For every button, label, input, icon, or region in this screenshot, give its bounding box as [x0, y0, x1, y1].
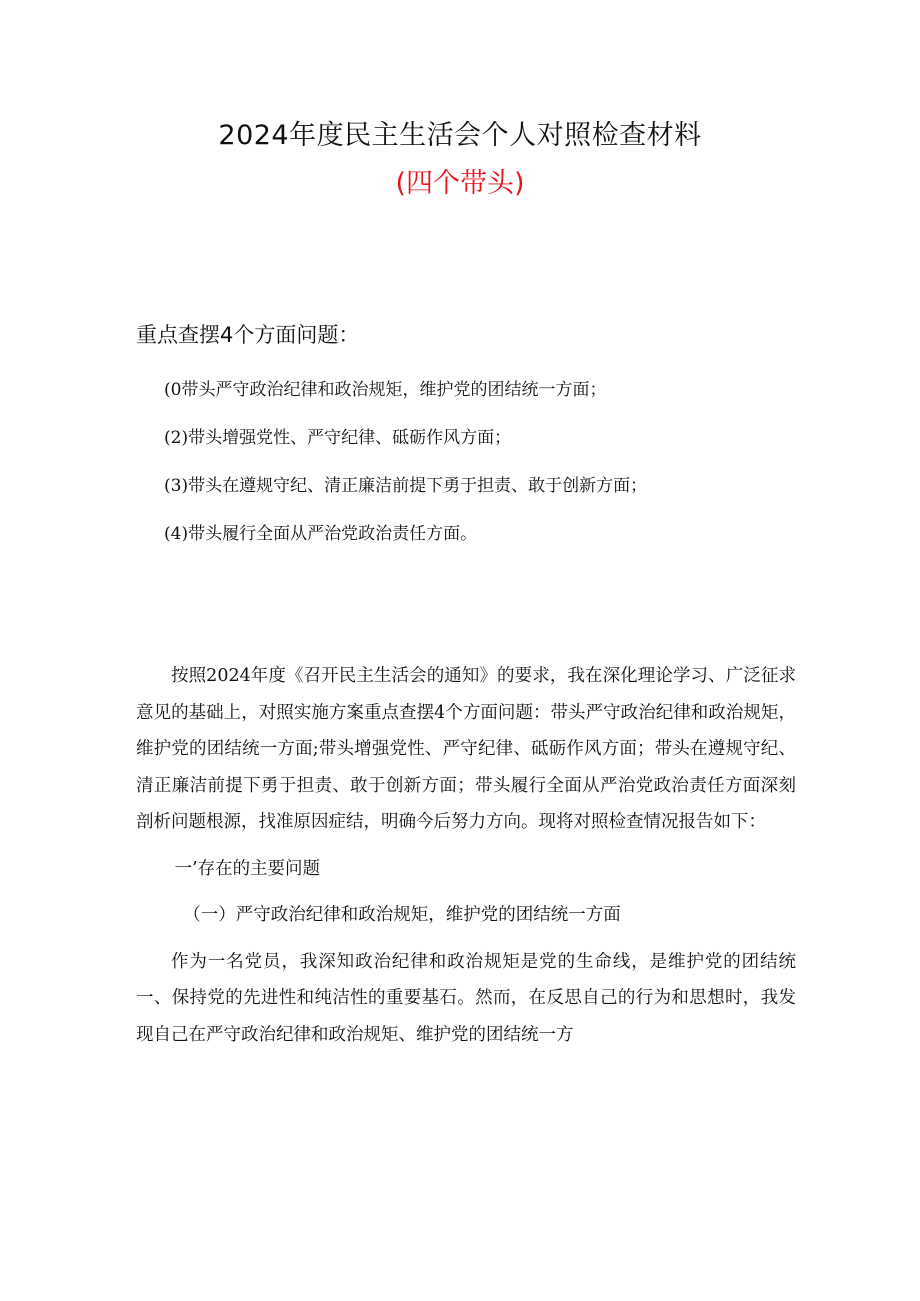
issue-item-3: (3)带头在遵规守纪、清正廉洁前提下勇于担责、敢于创新方面；: [164, 476, 648, 496]
document-subtitle: (四个带头): [395, 168, 525, 199]
issue-item-4: (4)带头履行全面从严治党政治责任方面。: [164, 524, 478, 544]
document-body: [136, 658, 796, 1053]
intro-paragraph: 按照2024年度《召开民主生活会的通知》的要求，我在深化理论学习、广泛征求意见的基础上，对照实施方案重点查摆4个方面问题：带头严守政治纪律和政治规矩，维护党的团结统一方面;带头增强党性、严守纪律、砥砺作风方面；带头在遵规守纪、清正廉洁前提下勇于担责、敢于创新方面；带头履行全面从严治党政治责任方面深刻剖析问题根源，找准原因症结，明确今后努力方向。现将对照检查情况报告如下：: [136, 666, 796, 832]
document-title: 2024年度民主生活会个人对照检查材料: [218, 120, 702, 151]
issue-item-2: (2)带头增强党性、严守纪律、砥砺作风方面；: [164, 428, 512, 448]
subsection-heading: （一）严守政治纪律和政治规矩，维护党的团结统一方面: [183, 905, 621, 925]
issue-item-1: (0带头严守政治纪律和政治规矩，维护党的团结统一方面；: [164, 380, 607, 400]
issue-list: [164, 374, 647, 566]
part-heading: 一’存在的主要问题: [174, 858, 321, 879]
closing-paragraph: 作为一名党员，我深知政治纪律和政治规矩是党的生命线，是维护党的团结统一、保持党的先进性和纯洁性的重要基石。然而，在反思自己的行为和思想时，我发现自己在严守政治纪律和政治规矩、维护党的团结统一方: [136, 951, 796, 1045]
section-heading: 重点查摆4个方面问题：: [136, 323, 360, 347]
